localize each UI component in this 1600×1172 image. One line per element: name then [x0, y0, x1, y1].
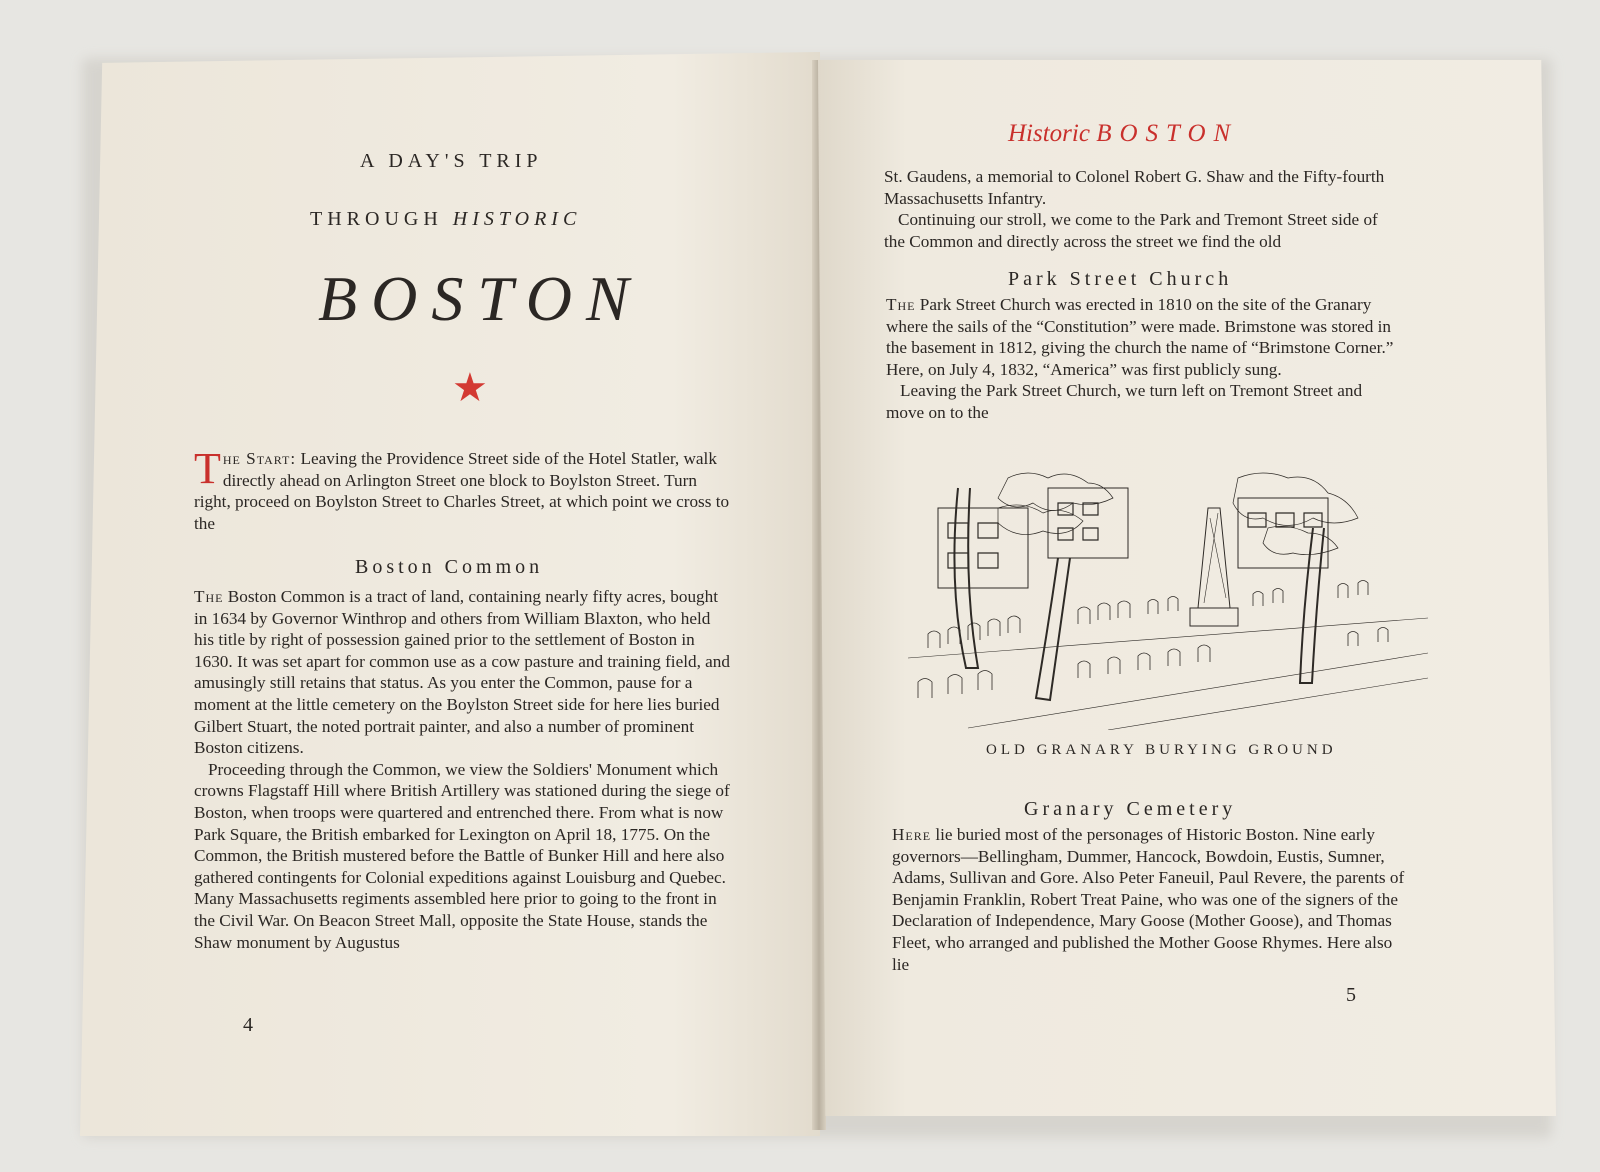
church-lead: The	[886, 295, 916, 314]
paragraph-church-2: Leaving the Park Street Church, we turn left on Tremont Street and move on to the	[886, 381, 1363, 422]
page-number-right: 5	[1346, 984, 1356, 1006]
section-heading-granary-cemetery: Granary Cemetery	[1024, 798, 1237, 820]
running-head-italic: Historic	[1008, 120, 1090, 147]
page-title: BOSTON	[318, 263, 643, 334]
running-head-caps: BOSTON	[1096, 120, 1239, 147]
illustration-caption: OLD GRANARY BURYING GROUND	[986, 742, 1337, 758]
red-star-icon: ★	[452, 365, 488, 410]
granary-cemetery-text	[892, 824, 1408, 975]
title-line-2-plain: THROUGH	[310, 208, 443, 230]
intro-text: Leaving the Providence Street side of the Hotel Statler, walk directly ahead on Arlington Street one block to Boylston Street. Turn right, proceed on Boylston Street to Charles Street, at which point we cross to the	[194, 449, 730, 533]
paragraph-granary	[892, 824, 1408, 975]
right-top-text	[884, 166, 1396, 252]
paragraph-shaw: St. Gaudens, a memorial to Colonel Robert G. Shaw and the Fifty-fourth Massachusetts Infantry.	[884, 167, 1385, 208]
granary-lead: Here	[892, 825, 932, 844]
para1-text: Boston Common is a tract of land, containing nearly fifty acres, bought in 1634 by Governor Winthrop and others from William Blaxton, who held his title by right of possession gained prior to the settlement of Boston in 1630. It was set apart for common use as a cow pasture and training field, and amusingly still retains that status. As you enter the Common, pause for a moment at the little cemetery on the Boylston Street side for here lies buried Gilbert Stuart, the noted portrait painter, and also a number of prominent Boston citizens.	[194, 587, 730, 758]
paragraph-common-1	[194, 586, 734, 759]
park-street-church-text	[886, 294, 1398, 424]
title-line-2	[310, 208, 581, 231]
paragraph-church-1	[886, 294, 1398, 380]
section-heading-park-street-church: Park Street Church	[1008, 268, 1233, 290]
church-text: Park Street Church was erected in 1810 on the site of the Granary where the sails of the “Constitution” were made. Brimstone was stored in the basement in 1812, giving the church the name of “Brimstone Corner.” Here, on July 4, 1832, “America” was first publicly sung.	[886, 295, 1394, 379]
section-heading-boston-common: Boston Common	[355, 556, 544, 578]
page-number-left: 4	[243, 1014, 253, 1036]
intro-lead: he Start:	[222, 449, 297, 468]
running-head	[1008, 120, 1238, 148]
boston-common-text	[194, 586, 734, 953]
granary-burying-ground-illustration	[908, 468, 1428, 730]
paragraph-stroll: Continuing our stroll, we come to the Park and Tremont Street side of the Common and directly across the street we find the old	[884, 210, 1378, 251]
paragraph-common-2: Proceeding through the Common, we view the Soldiers' Monument which crowns Flagstaff Hill where British Artillery was stationed during the siege of Boston, when troops were quartered and entrenched there. From what is now Park Square, the British embarked for Lexington on April 18, 1775. On the Common, the British mustered before the Battle of Bunker Hill and here also gathered contingents for Colonial expeditions against Louisburg and Quebec. Many Massachusetts regiments assembled here prior to going to the front in the Civil War. On Beacon Street Mall, opposite the State House, stands the Shaw monument by Augustus	[194, 759, 730, 952]
drop-cap: T	[194, 444, 221, 493]
granary-text: lie buried most of the personages of Historic Boston. Nine early governors—Bellingham, Dummer, Hancock, Bowdoin, Eustis, Sumner, Adams, Sullivan and Gore. Also Peter Faneuil, Paul Revere, the parents of Benjamin Franklin, Robert Treat Paine, who was one of the signers of the Declaration of Independence, Mary Goose (Mother Goose), and Thomas Fleet, who arranged and published the Mother Goose Rhymes. Here also lie	[892, 825, 1405, 974]
intro-paragraph	[194, 444, 734, 534]
title-line-1: A DAY'S TRIP	[360, 150, 543, 172]
para1-lead: The	[194, 587, 224, 606]
title-line-2-italic: HISTORIC	[452, 208, 582, 230]
